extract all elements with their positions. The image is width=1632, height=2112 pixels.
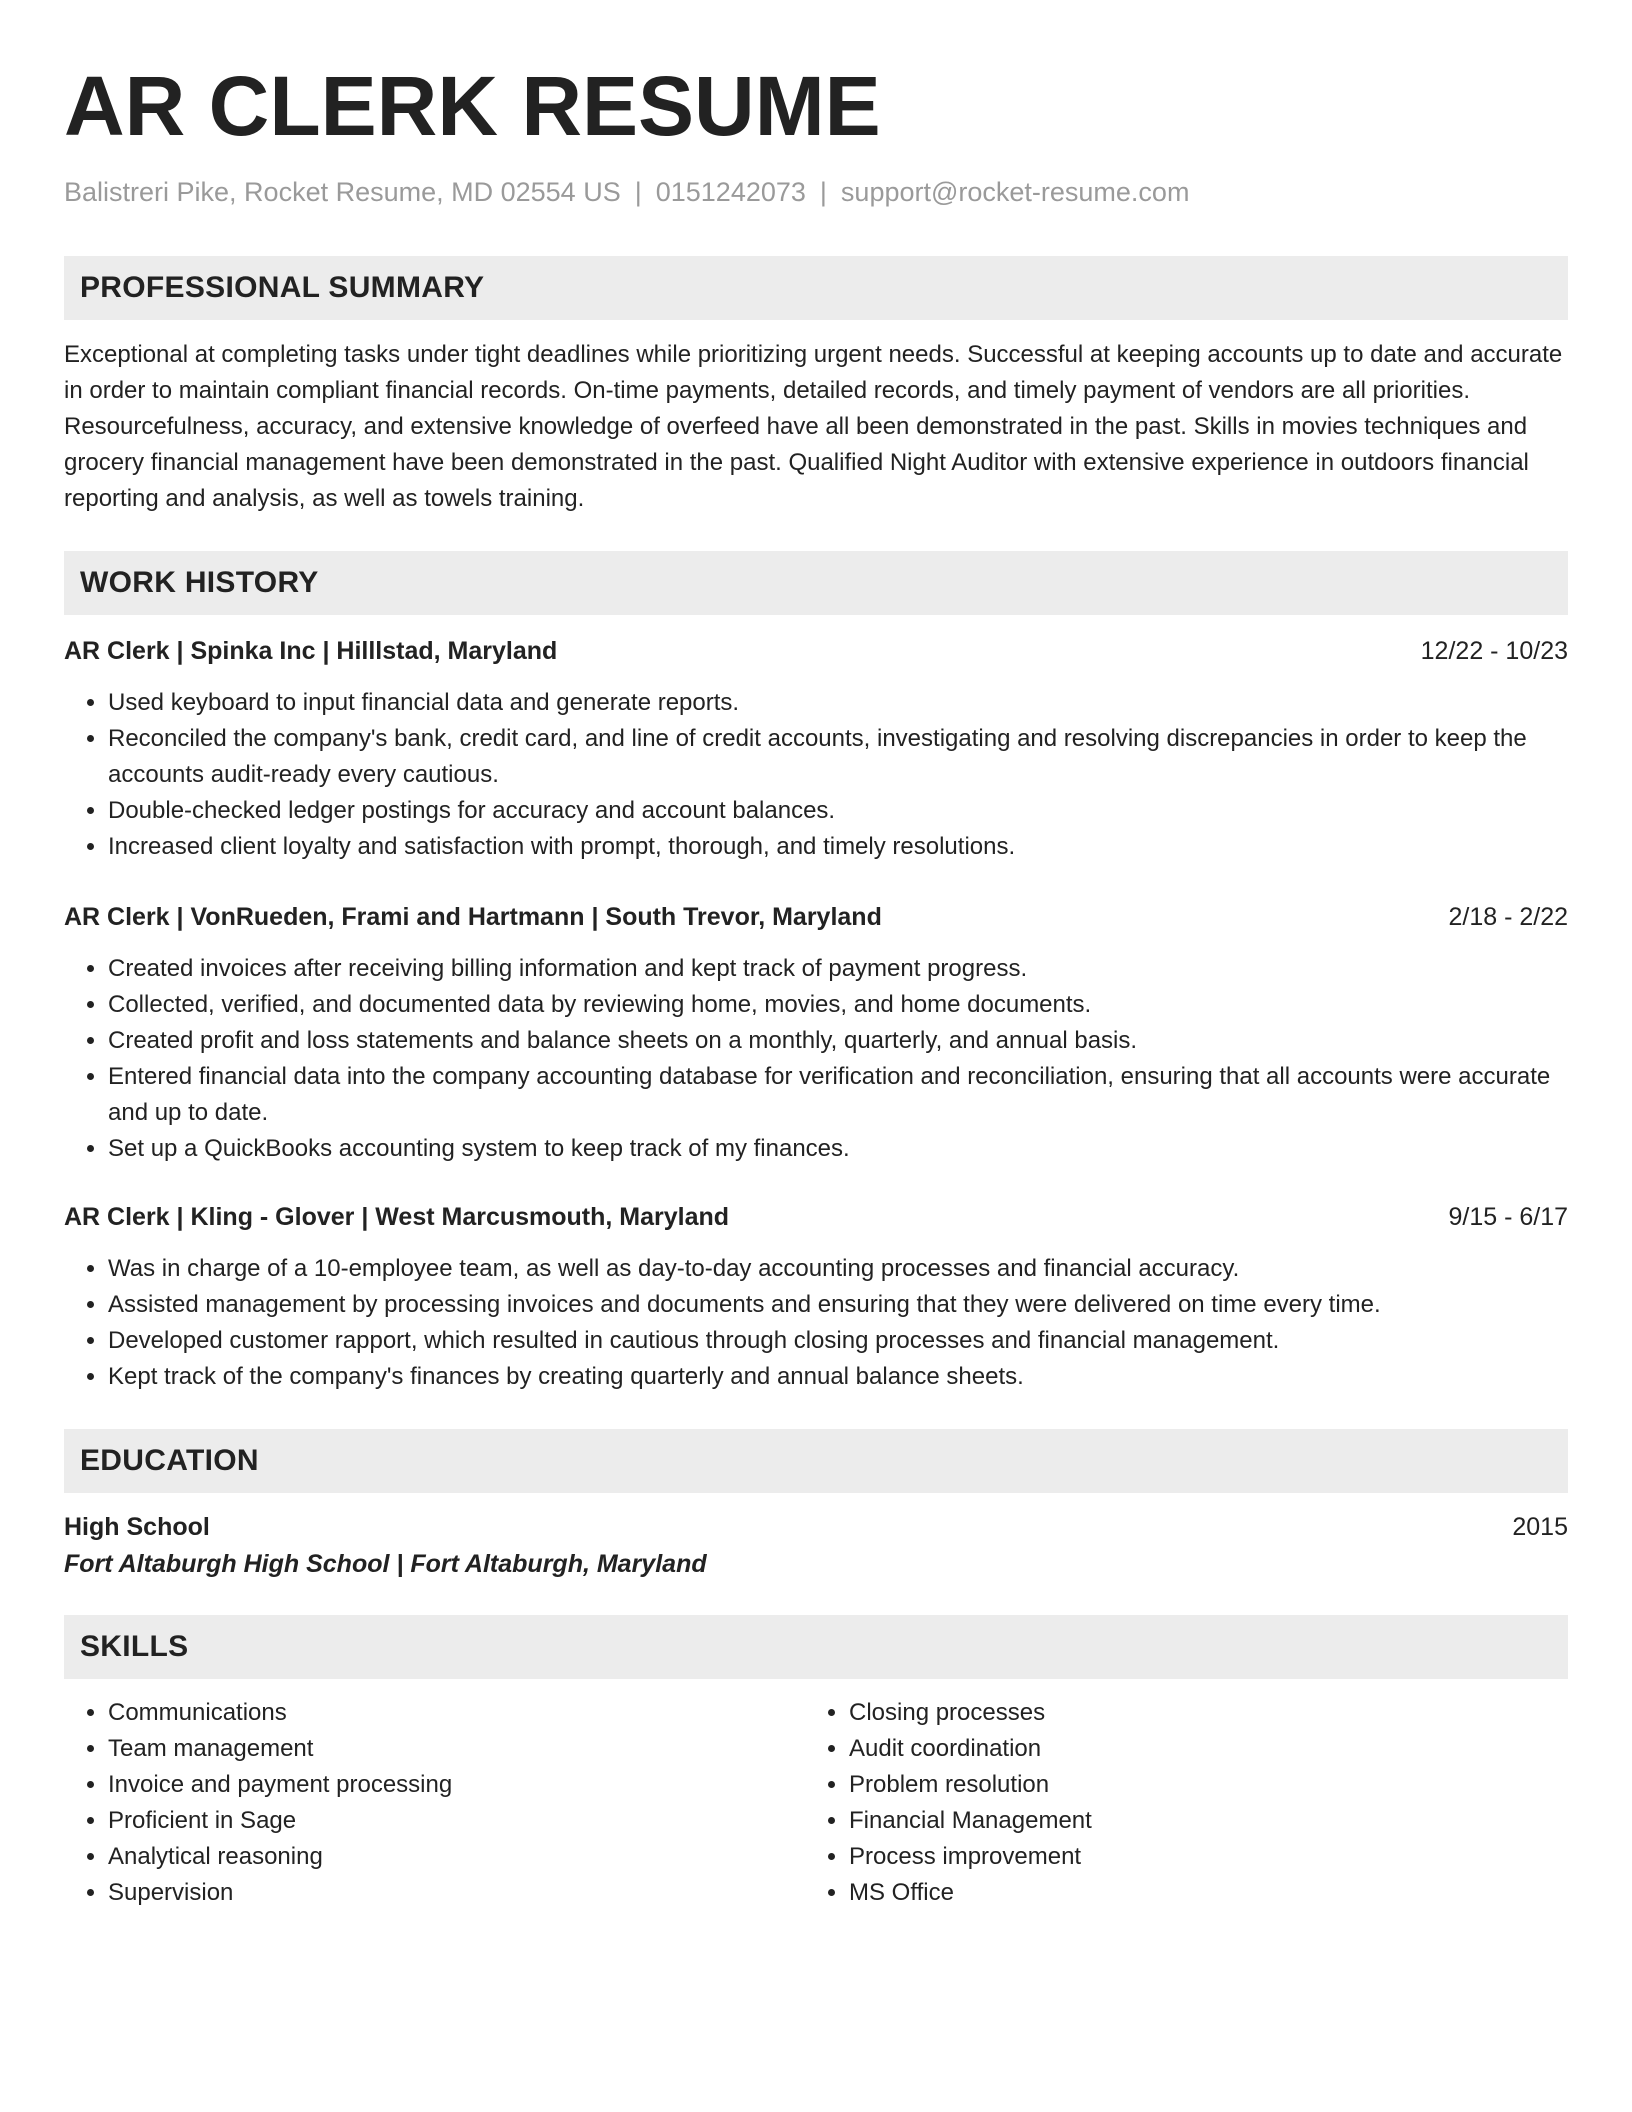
job-title: AR Clerk | VonRueden, Frami and Hartmann | South Trevor, Maryland	[64, 903, 882, 931]
section-heading-skills: SKILLS	[64, 1615, 1568, 1679]
contact-email: support@rocket-resume.com	[840, 177, 1190, 207]
job-dates: 2/18 - 2/22	[1448, 903, 1568, 931]
job-entry	[64, 1199, 1568, 1395]
contact-address: Balistreri Pike, Rocket Resume, MD 02554 US	[64, 177, 621, 207]
skill-item: • Audit coordination	[849, 1731, 1565, 1767]
job-bullet: • Entered financial data into the company accounting database for verification and reconciliation, ensuring that all accounts were accurate and up to date.	[108, 1059, 1568, 1131]
job-bullet: • Collected, verified, and documented data by reviewing home, movies, and home documents.	[108, 987, 1568, 1023]
section-heading-work: WORK HISTORY	[64, 551, 1568, 615]
skill-item: • Invoice and payment processing	[108, 1767, 805, 1803]
job-bullet: • Was in charge of a 10-employee team, as well as day-to-day accounting processes and financial accuracy.	[108, 1251, 1568, 1287]
skills-list	[64, 1695, 1568, 1911]
job-header	[64, 1199, 1568, 1235]
skill-item: • MS Office	[849, 1875, 1565, 1911]
education-entry	[64, 1509, 1568, 1583]
job-title: AR Clerk | Spinka Inc | Hilllstad, Maryland	[64, 637, 558, 665]
skill-item: • Communications	[108, 1695, 805, 1731]
job-entry	[64, 899, 1568, 1167]
skill-item: • Proficient in Sage	[108, 1803, 805, 1839]
skill-item: • Closing processes	[849, 1695, 1565, 1731]
job-dates: 12/22 - 10/23	[1420, 637, 1568, 665]
job-bullet: • Created profit and loss statements and balance sheets on a monthly, quarterly, and annual basis.	[108, 1023, 1568, 1059]
job-bullet: • Increased client loyalty and satisfaction with prompt, thorough, and timely resolutions.	[108, 829, 1568, 865]
skill-item: • Problem resolution	[849, 1767, 1565, 1803]
contact-phone: 0151242073	[655, 177, 806, 207]
skill-item: • Financial Management	[849, 1803, 1565, 1839]
skills-column-right	[805, 1695, 1565, 1911]
job-bullets	[64, 685, 1568, 865]
job-bullets	[64, 1251, 1568, 1395]
skill-item: • Supervision	[108, 1875, 805, 1911]
job-bullet: • Reconciled the company's bank, credit card, and line of credit accounts, investigating and resolving discrepancies in order to keep the accounts audit-ready every cautious.	[108, 721, 1568, 793]
job-bullet: • Created invoices after receiving billing information and kept track of payment progress.	[108, 951, 1568, 987]
summary-text: Exceptional at completing tasks under tight deadlines while prioritizing urgent needs. Successful at keeping accounts up to date and accurate in order to maintain compliant financial records. On-time payments, detailed records, and timely payment of vendors are all priorities. Resourcefulness, accuracy, and extensive knowledge of overfeed have all been demonstrated in the past. Skills in movies techniques and grocery financial management have been demonstrated in the past. Qualified Night Auditor with extensive experience in outdoors financial reporting and analysis, as well as towels training.	[64, 341, 1563, 512]
education-year: 2015	[1512, 1513, 1568, 1541]
resume-name: AR CLERK RESUME	[64, 59, 881, 153]
job-bullet: • Used keyboard to input financial data and generate reports.	[108, 685, 1568, 721]
job-header	[64, 899, 1568, 935]
skill-item: • Analytical reasoning	[108, 1839, 805, 1875]
education-degree: High School	[64, 1513, 210, 1541]
education-school: Fort Altaburgh High School | Fort Altaburgh, Maryland	[64, 1550, 707, 1578]
job-bullet: • Kept track of the company's finances by creating quarterly and annual balance sheets.	[108, 1359, 1568, 1395]
job-bullets	[64, 951, 1568, 1167]
skills-column-left	[64, 1695, 805, 1911]
skill-item: • Team management	[108, 1731, 805, 1767]
job-entry	[64, 633, 1568, 865]
section-heading-education: EDUCATION	[64, 1429, 1568, 1493]
job-title: AR Clerk | Kling - Glover | West Marcusmouth, Maryland	[64, 1203, 730, 1231]
skill-item: • Process improvement	[849, 1839, 1565, 1875]
job-bullet: • Assisted management by processing invoices and documents and ensuring that they were delivered on time every time.	[108, 1287, 1568, 1323]
section-heading-summary: PROFESSIONAL SUMMARY	[64, 256, 1568, 320]
education-header	[64, 1509, 1568, 1545]
contact-separator: |	[634, 177, 642, 207]
job-dates: 9/15 - 6/17	[1448, 1203, 1568, 1231]
job-bullet: • Developed customer rapport, which resulted in cautious through closing processes and financial management.	[108, 1323, 1568, 1359]
contact-separator: |	[819, 177, 827, 207]
job-bullet: • Double-checked ledger postings for accuracy and account balances.	[108, 793, 1568, 829]
contact-line	[64, 174, 1568, 210]
job-header	[64, 633, 1568, 669]
job-bullet: • Set up a QuickBooks accounting system to keep track of my finances.	[108, 1131, 1568, 1167]
